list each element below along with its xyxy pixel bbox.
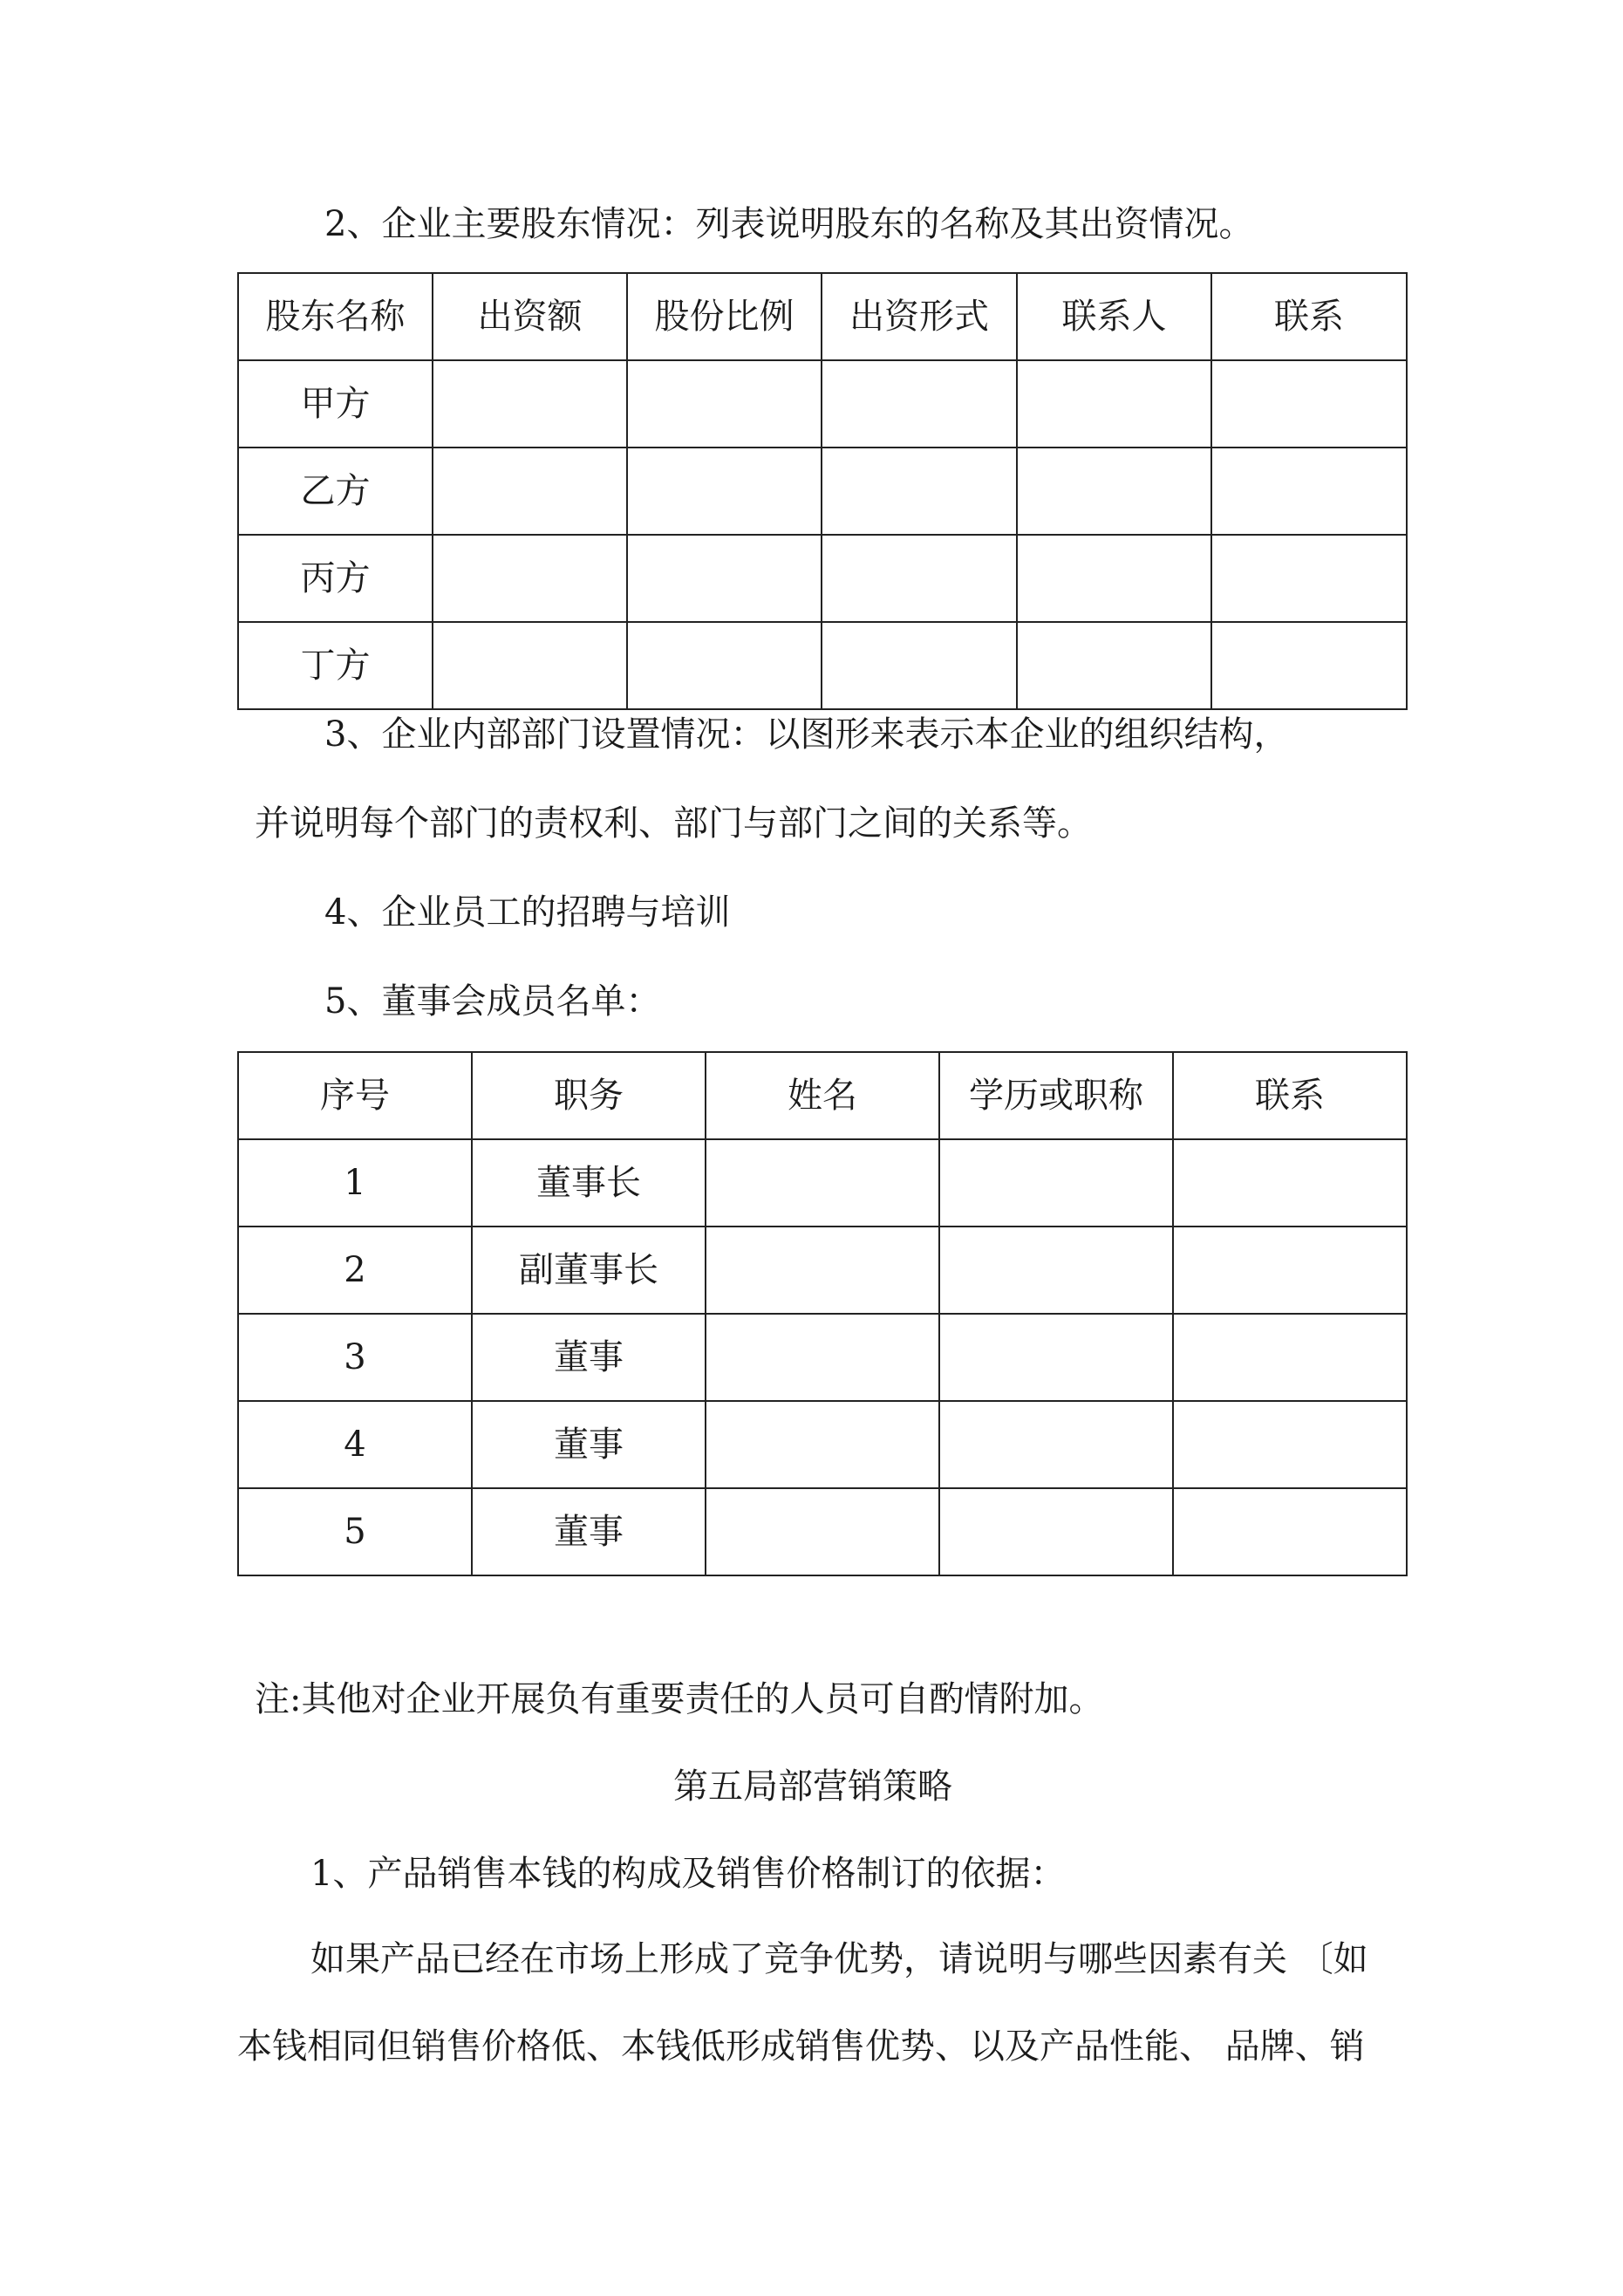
table-cell: 丁方 (238, 622, 433, 709)
table-cell (1017, 448, 1211, 535)
table-cell (706, 1401, 939, 1488)
marketing-paragraph-line-1: 如果产品已经在市场上形成了竞争优势，请说明与哪些因素有关 〔如 (310, 1939, 1368, 1979)
table-cell (939, 1314, 1173, 1401)
table-cell (433, 622, 627, 709)
section-3-line-1: 3、企业内部部门设置情况：以图形来表示本企业的组织结构， (324, 714, 1289, 755)
note-text: 注:其他对企业开展负有重要责任的人员可自酌情附加。 (255, 1679, 1104, 1719)
table-cell (433, 360, 627, 448)
header-cell: 姓名 (706, 1052, 939, 1139)
section-2-heading: 2、企业主要股东情况：列表说明股东的名称及其出资情况。 (324, 204, 1254, 244)
table-cell (433, 535, 627, 622)
table-cell (627, 535, 822, 622)
table-cell (627, 622, 822, 709)
marketing-paragraph-line-2: 本钱相同但销售价格低、本钱低形成销售优势、以及产品性能、 品牌、销 (237, 2026, 1365, 2067)
table-cell (1017, 535, 1211, 622)
header-cell: 股东名称 (238, 273, 433, 360)
table-cell (1173, 1488, 1407, 1575)
header-cell: 学历或职称 (939, 1052, 1173, 1139)
table-cell (433, 448, 627, 535)
table-cell (627, 448, 822, 535)
table-cell: 1 (238, 1139, 472, 1227)
table-cell (1173, 1139, 1407, 1227)
table-cell (706, 1227, 939, 1314)
table-cell (939, 1227, 1173, 1314)
table-cell (822, 448, 1017, 535)
table-cell: 5 (238, 1488, 472, 1575)
table-cell: 董事 (472, 1401, 706, 1488)
table-row (238, 1314, 1407, 1401)
board-members-table (237, 1051, 1408, 1576)
marketing-item-1: 1、产品销售本钱的构成及销售价格制订的依据： (310, 1854, 1066, 1894)
table-cell (1173, 1314, 1407, 1401)
table-cell (939, 1139, 1173, 1227)
table-cell: 甲方 (238, 360, 433, 448)
table-cell (1211, 535, 1407, 622)
table-cell (1211, 622, 1407, 709)
table-row (238, 1401, 1407, 1488)
table-cell (706, 1488, 939, 1575)
table-row (238, 1227, 1407, 1314)
table-cell (627, 360, 822, 448)
table-cell: 丙方 (238, 535, 433, 622)
table-cell: 乙方 (238, 448, 433, 535)
table-cell (822, 360, 1017, 448)
table-cell: 3 (238, 1314, 472, 1401)
section-5-heading: 5、董事会成员名单： (324, 981, 661, 1022)
table-row (238, 448, 1407, 535)
header-cell: 联系 (1173, 1052, 1407, 1139)
header-cell: 联系人 (1017, 273, 1211, 360)
header-cell: 股份比例 (627, 273, 822, 360)
table-cell: 副董事长 (472, 1227, 706, 1314)
section-4-heading: 4、企业员工的招聘与培训 (324, 892, 731, 933)
table-cell: 2 (238, 1227, 472, 1314)
table-cell (939, 1488, 1173, 1575)
table-cell (1173, 1227, 1407, 1314)
table-cell (822, 535, 1017, 622)
shareholder-table (237, 272, 1408, 710)
table-cell (706, 1139, 939, 1227)
part-5-title: 第五局部营销策略 (673, 1766, 952, 1807)
table-row (238, 1139, 1407, 1227)
table-header-row (238, 273, 1407, 360)
table-cell (1017, 360, 1211, 448)
section-3-line-2: 并说明每个部门的责权利、部门与部门之间的关系等。 (255, 803, 1092, 844)
table-row (238, 622, 1407, 709)
table-cell (822, 622, 1017, 709)
table-cell (1017, 622, 1211, 709)
header-cell: 出资额 (433, 273, 627, 360)
table-cell (1211, 360, 1407, 448)
table-cell: 董事 (472, 1314, 706, 1401)
table-cell (1173, 1401, 1407, 1488)
table-row (238, 1488, 1407, 1575)
header-cell: 职务 (472, 1052, 706, 1139)
header-cell: 序号 (238, 1052, 472, 1139)
table-cell (1211, 448, 1407, 535)
table-header-row (238, 1052, 1407, 1139)
table-row (238, 360, 1407, 448)
table-cell (939, 1401, 1173, 1488)
table-cell: 4 (238, 1401, 472, 1488)
table-cell: 董事长 (472, 1139, 706, 1227)
header-cell: 联系 (1211, 273, 1407, 360)
table-cell: 董事 (472, 1488, 706, 1575)
header-cell: 出资形式 (822, 273, 1017, 360)
table-row (238, 535, 1407, 622)
table-cell (706, 1314, 939, 1401)
